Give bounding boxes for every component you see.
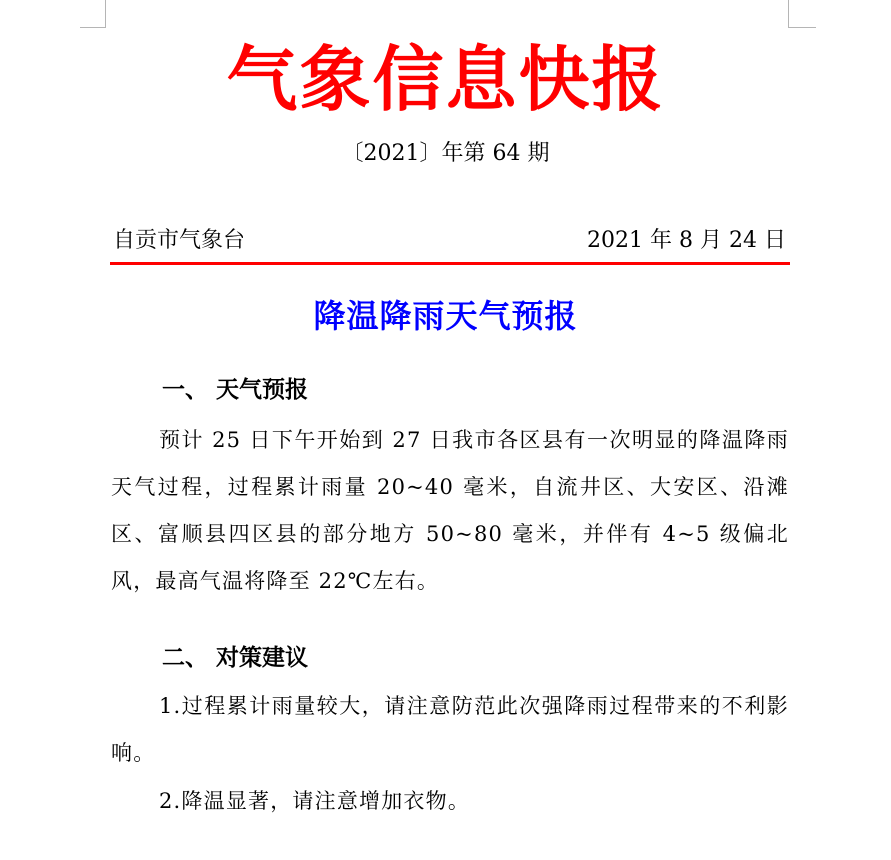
margin-mark-top-left <box>80 27 106 28</box>
section-heading-advice: 二、 对策建议 <box>162 645 309 671</box>
document-title: 降温降雨天气预报 <box>313 297 578 335</box>
margin-mark-top-right <box>788 27 816 28</box>
margin-mark-top-right <box>788 0 789 28</box>
header-divider <box>110 262 790 265</box>
advice-paragraph-1: 1.过程累计雨量较大，请注意防范此次强降雨过程带来的不利影响。 <box>111 694 789 765</box>
issuer-name: 自贡市气象台 <box>113 228 246 253</box>
forecast-paragraph: 预计 25 日下午开始到 27 日我市各区县有一次明显的降温降雨天气过程，过程累计雨量 20~40 毫米，自流井区、大安区、沿滩区、富顺县四区县的部分地方 50~80 毫米，并伴有 4~5 级偏北风，最高气温将降至 22℃左右。 <box>111 428 789 593</box>
publish-date: 2021 年 8 月 24 日 <box>587 228 786 253</box>
section-heading-forecast: 一、 天气预报 <box>162 377 309 403</box>
margin-mark-top-left <box>105 0 106 28</box>
advice-paragraph-2: 2.降温显著，请注意增加衣物。 <box>159 789 471 813</box>
issue-number: 〔2021〕年第 64 期 <box>341 141 550 166</box>
masthead-title: 气象信息快报 <box>226 37 665 121</box>
